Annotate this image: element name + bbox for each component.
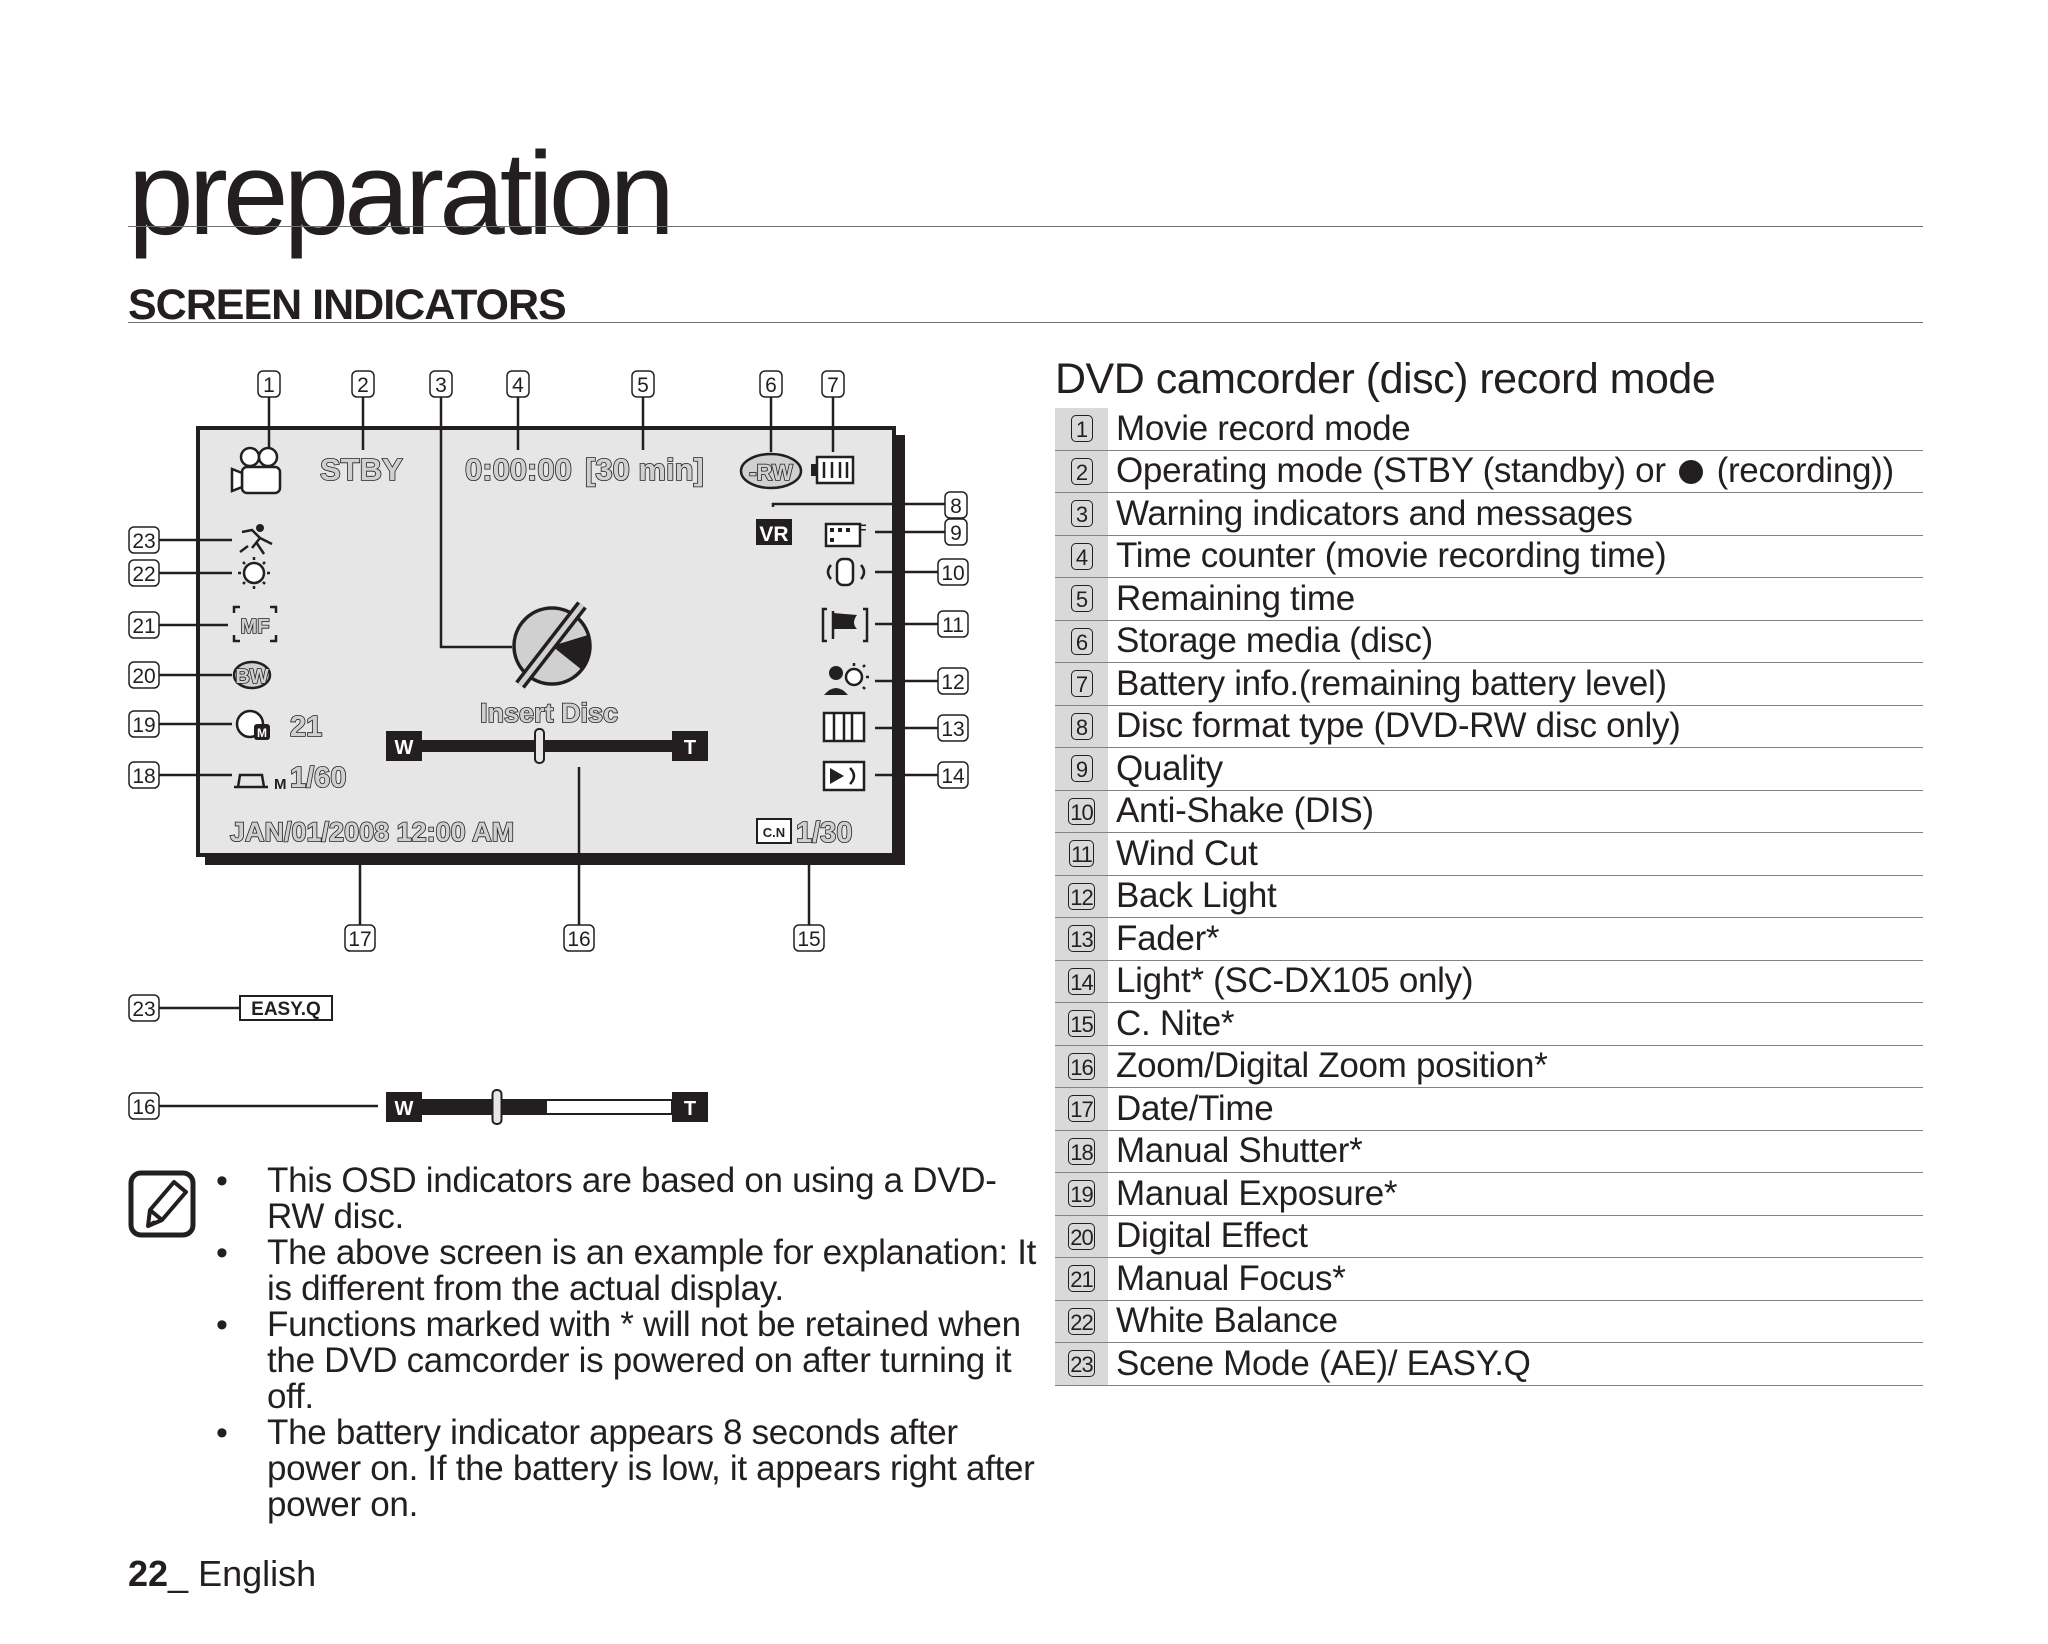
table-row [1055, 578, 1923, 621]
table-row [1055, 1343, 1923, 1386]
row-label: Manual Exposure* [1116, 1173, 1398, 1213]
callout-15 [794, 861, 824, 951]
table-row [1055, 1173, 1923, 1216]
row-number: 7 [1071, 670, 1093, 697]
digital-zoom-position-marker [493, 1090, 502, 1124]
row-number: 13 [1070, 927, 1093, 953]
osd-insert-disc: Insert Disc [479, 698, 619, 728]
row-label: Anti-Shake (DIS) [1116, 791, 1374, 831]
svg-text:EASY.Q: EASY.Q [251, 999, 321, 1020]
row-number: 12 [1070, 884, 1093, 910]
svg-text:7: 7 [827, 374, 839, 397]
osd-status: STBY [320, 452, 403, 487]
row-label: Manual Shutter* [1116, 1131, 1363, 1171]
digital-zoom-bar [386, 1090, 708, 1124]
table-row [1055, 1301, 1923, 1344]
row-label: Warning indicators and messages [1116, 493, 1633, 533]
table-row [1055, 621, 1923, 664]
svg-text:T: T [683, 1098, 697, 1120]
svg-text:10: 10 [941, 562, 965, 585]
row-label: Back Light [1116, 876, 1277, 916]
svg-text:23: 23 [132, 998, 156, 1021]
svg-text:17: 17 [348, 928, 372, 951]
callout-23-easyq [129, 995, 240, 1021]
light-icon [824, 762, 864, 790]
row-label: Movie record mode [1116, 408, 1411, 448]
row-number: 16 [1070, 1054, 1093, 1080]
row-label: Remaining time [1116, 578, 1355, 618]
svg-text:11: 11 [942, 614, 964, 637]
no-disc-icon [514, 605, 590, 685]
svg-text:5: 5 [637, 374, 649, 397]
row-number: 11 [1071, 842, 1092, 868]
row-label: Time counter (movie recording time) [1116, 536, 1667, 576]
row-label: Date/Time [1116, 1088, 1274, 1128]
row-label: Disc format type (DVD-RW disc only) [1116, 706, 1681, 746]
note-item: • This OSD indicators are based on using a DVD-RW disc. [210, 1163, 1040, 1235]
record-dot-icon [1679, 460, 1703, 484]
row-number: 9 [1071, 755, 1093, 782]
row-label: C. Nite* [1116, 1003, 1235, 1043]
svg-text:BW: BW [235, 666, 269, 688]
row-label: Operating mode (STBY (standby) or (recording)) [1116, 451, 1894, 491]
table-row [1055, 876, 1923, 919]
callout-16-digital-zoom [129, 1093, 378, 1119]
table-row [1055, 1258, 1923, 1301]
row-number: 20 [1070, 1224, 1093, 1250]
row-label: White Balance [1116, 1301, 1338, 1341]
svg-text:15: 15 [797, 928, 821, 951]
table-row [1055, 918, 1923, 961]
table-row [1055, 408, 1923, 451]
note-item: • Functions marked with * will not be retained when the DVD camcorder is powered on after turning it off. [210, 1307, 1040, 1415]
notes-list [210, 1163, 1040, 1523]
table-row [1055, 833, 1923, 876]
osd-exposure-value: 21 [290, 711, 323, 743]
osd-datetime: JAN/01/2008 12:00 AM [230, 817, 515, 847]
row-label: Fader* [1116, 918, 1220, 958]
row-label: Digital Effect [1116, 1216, 1308, 1256]
svg-text:2: 2 [357, 374, 369, 397]
osd-time-counter: 0:00:00 [465, 452, 572, 487]
row-number: 17 [1070, 1097, 1093, 1123]
svg-text:19: 19 [132, 714, 156, 737]
svg-text:18: 18 [132, 765, 156, 788]
svg-text:22: 22 [132, 563, 156, 586]
row-number: 22 [1070, 1309, 1093, 1335]
note-item: • The above screen is an example for explanation: It is different from the actual display. [210, 1235, 1040, 1307]
table-row [1055, 1046, 1923, 1089]
sub-title-rule [128, 322, 1923, 323]
svg-text:9: 9 [950, 522, 962, 545]
svg-text:M: M [274, 776, 287, 793]
page-footer [128, 1553, 316, 1595]
svg-text:3: 3 [435, 374, 447, 397]
svg-text:14: 14 [941, 765, 965, 788]
svg-text:8: 8 [950, 495, 962, 518]
svg-text:6: 6 [765, 374, 777, 397]
section-title: preparation [128, 128, 670, 260]
osd-media [741, 454, 801, 488]
page-number: 22 [128, 1553, 169, 1594]
row-label: Zoom/Digital Zoom position* [1116, 1046, 1548, 1086]
osd-shutter-value: 1/60 [290, 762, 347, 794]
svg-text:F: F [858, 521, 867, 537]
row-number: 19 [1070, 1182, 1093, 1208]
row-number: 21 [1070, 1267, 1093, 1293]
row-number: 8 [1071, 713, 1093, 740]
footer-language: _ English [168, 1553, 317, 1594]
row-label: Light* (SC-DX105 only) [1116, 961, 1474, 1001]
svg-text:23: 23 [132, 530, 156, 553]
table-row [1055, 536, 1923, 579]
row-number: 4 [1071, 543, 1093, 570]
row-number: 5 [1071, 585, 1093, 612]
row-number: 23 [1070, 1352, 1093, 1378]
table-row [1055, 451, 1923, 494]
osd-diagram [120, 355, 1020, 1135]
svg-text:VR: VR [759, 523, 789, 546]
table-row [1055, 1216, 1923, 1259]
svg-text:M: M [257, 726, 267, 740]
osd-remaining-time: [30 min] [585, 452, 704, 487]
row-label: Scene Mode (AE)/ EASY.Q [1116, 1343, 1531, 1383]
svg-text:-RW: -RW [749, 460, 793, 485]
row-number: 14 [1070, 969, 1093, 995]
svg-text:W: W [394, 1098, 414, 1120]
row-number: 15 [1070, 1012, 1093, 1038]
svg-text:4: 4 [512, 374, 524, 397]
row-label: Wind Cut [1116, 833, 1258, 873]
zoom-wide-label: W [394, 737, 414, 759]
zoom-tele-label: T [683, 737, 697, 759]
table-row [1055, 1003, 1923, 1046]
battery-icon [811, 457, 853, 483]
row-number: 1 [1071, 415, 1093, 442]
osd-cnite-value: 1/30 [796, 817, 853, 849]
svg-text:21: 21 [132, 615, 156, 638]
table-heading: DVD camcorder (disc) record mode [1055, 355, 1716, 403]
indicator-table [1055, 408, 1923, 1386]
row-label: Storage media (disc) [1116, 621, 1433, 661]
digital-effect-icon [234, 662, 270, 688]
note-item: • The battery indicator appears 8 seconds after power on. If the battery is low, it appears right after power on. [210, 1415, 1040, 1523]
row-number: 2 [1071, 458, 1093, 485]
svg-text:16: 16 [567, 928, 591, 951]
table-row [1055, 1131, 1923, 1174]
table-row [1055, 791, 1923, 834]
title-rule [128, 226, 1923, 227]
row-label: Quality [1116, 748, 1223, 788]
row-number: 18 [1070, 1139, 1093, 1165]
note-pencil-icon [128, 1170, 198, 1240]
easyq-badge [240, 996, 332, 1020]
quality-icon [826, 521, 867, 546]
svg-text:13: 13 [941, 718, 965, 741]
sub-title: SCREEN INDICATORS [128, 281, 566, 329]
zoom-position-marker [535, 729, 544, 763]
table-row [1055, 748, 1923, 791]
row-label: Manual Focus* [1116, 1258, 1346, 1298]
row-number: 6 [1071, 628, 1093, 655]
table-row [1055, 706, 1923, 749]
row-label: Battery info.(remaining battery level) [1116, 663, 1667, 703]
table-row [1055, 961, 1923, 1004]
callout-17 [345, 861, 375, 951]
table-row [1055, 1088, 1923, 1131]
table-row [1055, 493, 1923, 536]
table-row [1055, 663, 1923, 706]
cnite-badge [757, 819, 791, 843]
fader-icon [824, 713, 864, 741]
svg-text:16: 16 [132, 1096, 156, 1119]
svg-text:20: 20 [132, 665, 156, 688]
row-number: 10 [1070, 799, 1093, 825]
svg-text:MF: MF [240, 616, 270, 638]
row-number: 3 [1071, 500, 1093, 527]
osd-disc-format [756, 519, 792, 546]
svg-text:C.N: C.N [762, 825, 786, 840]
svg-text:12: 12 [941, 671, 965, 694]
svg-text:1: 1 [263, 374, 275, 397]
